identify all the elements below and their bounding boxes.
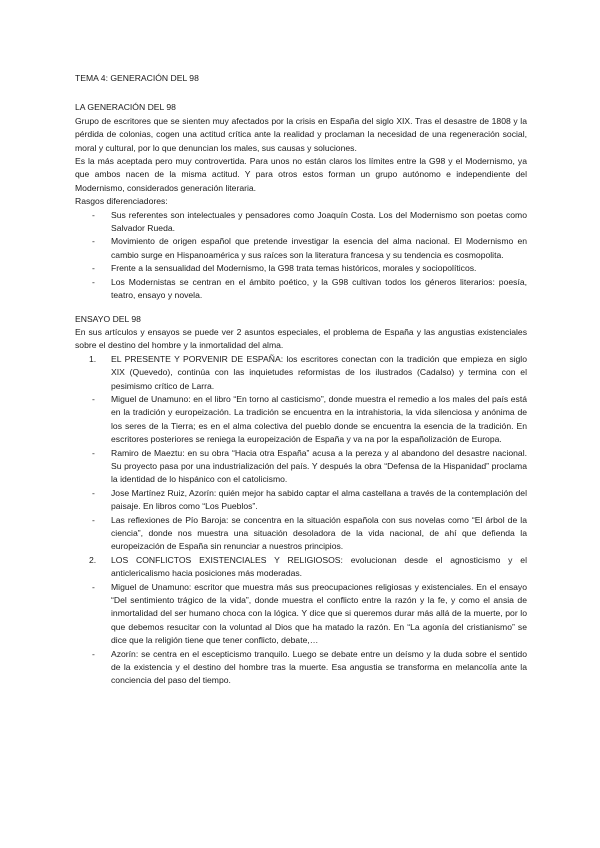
list-marker: - <box>92 581 95 592</box>
numbered-item <box>75 554 527 581</box>
list-item-text: LOS CONFLICTOS EXISTENCIALES Y RELIGIOSOS: evolucionan desde el agnosticismo y el anticlericalismo hacia posiciones más moderadas. <box>111 554 527 579</box>
list-item <box>75 276 527 303</box>
list-item-text: Ramiro de Maeztu: en su obra “Hacia otra España” acusa a la pereza y al abandono del desastre nacional. Su proyecto pasa por una industrialización del país. Y después la obra “Defensa de la Hispanidad” proclama la identidad de lo hispánico con el catolicismo. <box>111 447 527 485</box>
list-marker: 2. <box>89 554 97 565</box>
list-item-text: Los Modernistas se centran en el ámbito poético, y la G98 cultivan todos los géneros literarios: poesía, teatro, ensayo y novela. <box>111 276 527 301</box>
list-marker: - <box>92 236 95 247</box>
section-heading-generacion: LA GENERACIÓN DEL 98 <box>75 102 176 113</box>
list-item <box>75 514 527 554</box>
list-item-text: Azorín: se centra en el escepticismo tranquilo. Luego se debate entre un deísmo y la duda sobre el sentido de la existencia y el destino del hombre tras la muerte. Esa angustia se transforma en melancolía ante la conciencia del paso del tiempo. <box>111 648 527 686</box>
list-item <box>75 235 527 262</box>
list-marker: - <box>92 447 95 458</box>
list-item-text: Movimiento de origen español que pretende investigar la esencia del alma nacional. El Modernismo en cambio surge en Hispanoamérica y sus raíces son la literatura francesa y su tendencia es cosmopolita. <box>111 236 527 260</box>
list-item-text: Miguel de Unamuno: escritor que muestra más sus preocupaciones religiosas y existenciales. En el ensayo “Del sentimiento trágico de la vida”, donde muestra el conflicto entre la razón y la fe, y como el ansia de inmortalidad del ser humano choca con la lógica. Y dice que si queremos durar más allá de la muerte, por lo que debemos resucitar con la voluntad al Dios que ha matado la razón. En “La agonía del cristianismo” se dice que la religión tiene que tener conflicto, debate,… <box>111 581 527 646</box>
document-page <box>75 72 527 688</box>
list-marker: - <box>92 648 95 659</box>
numbered-item <box>75 353 527 393</box>
rasgos-label: Rasgos diferenciadores: <box>75 196 168 207</box>
list-item <box>75 447 527 487</box>
list-item <box>75 648 527 688</box>
list-item <box>75 262 527 275</box>
document-title: TEMA 4: GENERACIÓN DEL 98 <box>75 73 199 83</box>
list-item <box>75 209 527 236</box>
list-marker: - <box>92 393 95 404</box>
paragraph: Es la más aceptada pero muy controvertida. Para unos no están claros los límites entre la G98 y el Modernismo, ya que ambos nacen de la misma actitud. Y para otros estos forman un grupo autónomo e independiente del Modernismo, considerados generación literaria. <box>75 156 527 193</box>
list-item-text: EL PRESENTE Y PORVENIR DE ESPAÑA: los escritores conectan con la tradición que empieza en siglo XIX (Quevedo), continúa con las inquietudes reformistas de los ilustrados (Cadalso) y termina con el pesimismo crítico de Larra. <box>111 353 527 391</box>
paragraph: Grupo de escritores que se sienten muy afectados por la crisis en España del siglo XIX. Tras el desastre de 1808 y la pérdida de colonias, cogen una actitud crítica ante la realidad y proclaman la necesidad de una regeneración social, moral y cultural, por lo que denuncian los males, sus causas y soluciones. <box>75 115 527 153</box>
list-item-text: Frente a la sensualidad del Modernismo, la G98 trata temas históricos, morales y sociopolíticos. <box>111 263 477 274</box>
list-item-text: Sus referentes son intelectuales y pensadores como Joaquín Costa. Los del Modernismo son poetas como Salvador Rueda. <box>111 209 527 234</box>
list-marker: - <box>92 487 95 498</box>
list-marker: - <box>92 209 95 220</box>
section-heading-ensayo: ENSAYO DEL 98 <box>75 313 141 324</box>
list-item-text: Miguel de Unamuno: en el libro “En torno al casticismo”, donde muestra el remedio a los males del país está en la tradición y europeización. La tradición se encuentra en la intrahistoria, la vida silenciosa y anónima de los seres de la Tierra; es en el alma colectiva del pueblo donde se encuentra la esencia de la tradición. En escritores posteriores se reniega la europeización de España y va na por la españolización de Europa. <box>111 393 527 445</box>
list-item <box>75 487 527 514</box>
list-item <box>75 581 527 648</box>
list-marker: 1. <box>89 353 97 364</box>
list-marker: - <box>92 514 95 525</box>
list-item <box>75 393 527 447</box>
list-item-text: Las reflexiones de Pío Baroja: se concentra en la situación española con sus novelas como “El árbol de la ciencia”, donde nos muestra una situación desoladora de la vida nacional, de ahí que defienda la europeización de España sin renunciar a nuestros principios. <box>111 514 527 552</box>
list-item-text: Jose Martínez Ruiz, Azorín: quién mejor ha sabido captar el alma castellana a través de la contemplación del paisaje. En libros como “Los Pueblos”. <box>111 487 527 512</box>
list-marker: - <box>92 276 95 287</box>
list-marker: - <box>92 263 95 274</box>
paragraph: En sus artículos y ensayos se puede ver 2 asuntos especiales, el problema de España y las angustias existenciales sobre el destino del hombre y la inmortalidad del alma. <box>75 326 527 351</box>
